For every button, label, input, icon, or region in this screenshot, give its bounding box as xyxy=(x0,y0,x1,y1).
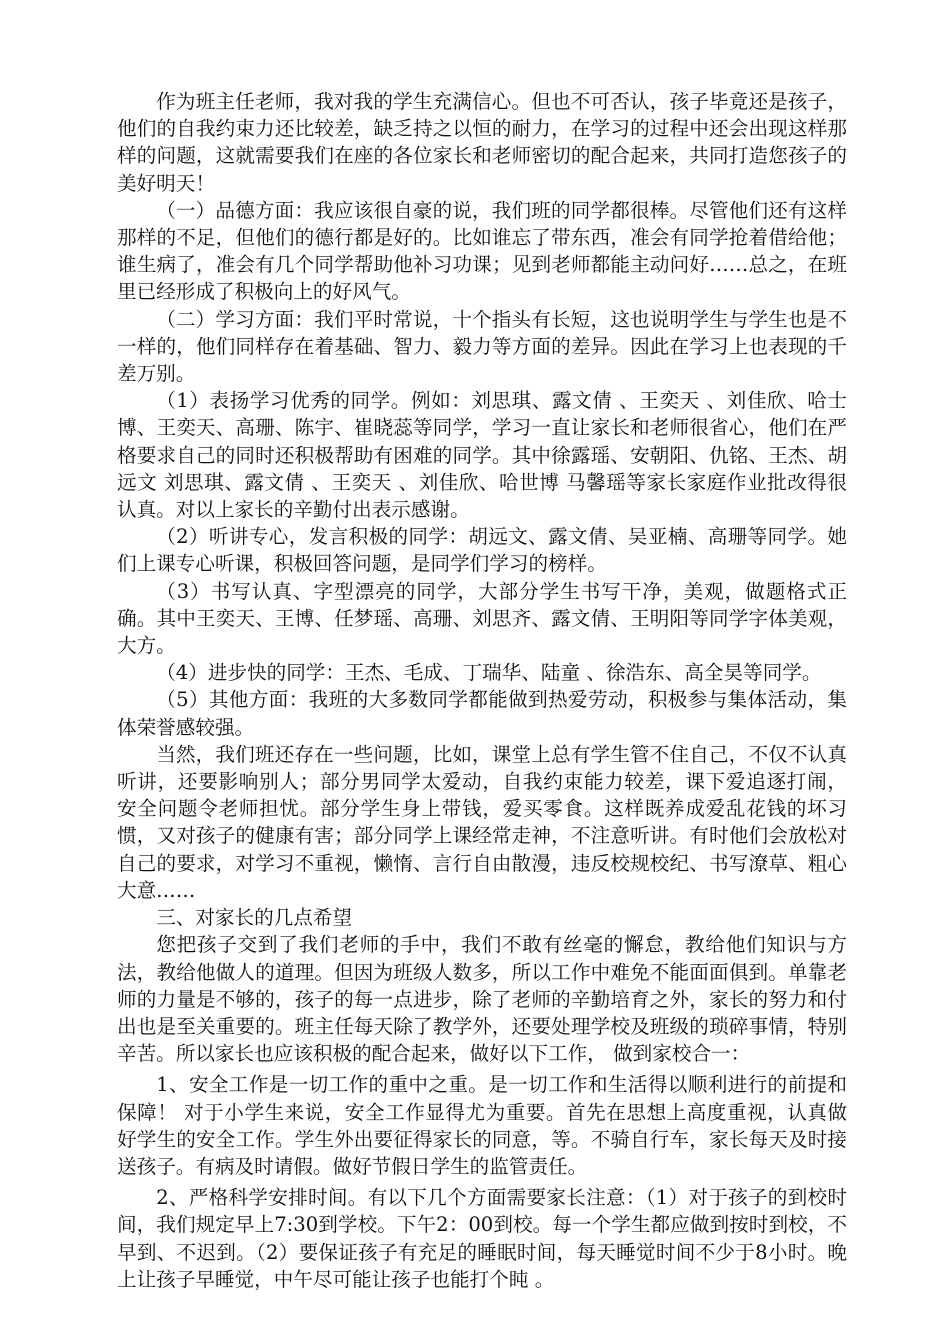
paragraph-schedule: 2、严格科学安排时间。有以下几个方面需要家长注意：（1）对于孩子的到校时间，我们规定早上7:30到学校。下午2：00到校。每一个学生都应做到按时到校，不早到、不迟到。（2）要保证孩子有充足的睡眠时间，每天睡觉时间不少于8小时。晚上让孩子早睡觉，中午尽可能让孩子也能打个盹 。 xyxy=(117,1186,847,1291)
paragraph-praise-excellent: （1）表扬学习优秀的同学。例如：刘思琪、露文倩 、王奕天 、刘佳欣、哈士博、王奕天、高珊、陈宇、崔晓蕊等同学，学习一直让家长和老师很省心，他们在严格要求自己的同时还积极帮助有困难的同学。其中徐露瑶、安朝阳、仇铭、王杰、胡远文 刘思琪、露文倩 、王奕天 、刘佳欣、哈世博 马馨瑶等家长家庭作业批改得很认真。对以上家长的辛勤付出表示感谢。 xyxy=(117,389,847,522)
paragraph-intro: 作为班主任老师，我对我的学生充满信心。但也不可否认，孩子毕竟还是孩子，他们的自我约束力还比较差，缺乏持之以恒的耐力，在学习的过程中还会出现这样那样的问题，这就需要我们在座的各位家长和老师密切的配合起来，共同打造您孩子的美好明天！ xyxy=(117,90,847,195)
paragraph-praise-handwriting: （3）书写认真、字型漂亮的同学，大部分学生书写干净，美观，做题格式正确。其中王奕天、王博、任梦瑶、高珊、刘思齐、露文倩、王明阳等同学字体美观，大方。 xyxy=(117,579,847,658)
paragraph-praise-other: （5）其他方面：我班的大多数同学都能做到热爱劳动，积极参与集体活动，集体荣誉感较强。 xyxy=(117,688,847,739)
paragraph-study: （二）学习方面：我们平时常说，十个指头有长短，这也说明学生与学生也是不一样的，他们同样存在着基础、智力、毅力等方面的差异。因此在学习上也表现的千差万别。 xyxy=(117,307,847,386)
document-page xyxy=(117,88,847,1293)
section-heading: 三、对家长的几点希望 xyxy=(156,906,353,930)
paragraph-moral: （一）品德方面：我应该很自豪的说，我们班的同学都很棒。尽管他们还有这样那样的不足，但他们的德行都是好的。比如谁忘了带东西，准会有同学抢着借给他；谁生病了，准会有几个同学帮助他补习功课；见到老师都能主动问好……总之，在班里已经形成了积极向上的好风气。 xyxy=(117,198,847,304)
paragraph-problems: 当然，我们班还存在一些问题，比如，课堂上总有学生管不住自己，不仅不认真听讲，还要影响别人；部分男同学太爱动，自我约束能力较差，课下爱追逐打闹， 安全问题令老师担忧。部分学生身上带钱，爱买零食。这样既养成爱乱花钱的坏习惯，又对孩子的健康有害；部分同学上课经常走神，不注意听讲。有时他们会放松对自己的要求，对学习不重视，懒惰、言行自由散漫，违反校规校纪、书写潦草、粗心大意…… xyxy=(117,742,847,902)
paragraph-safety: 1、安全工作是一切工作的重中之重。是一切工作和生活得以顺利进行的前提和保障！ 对于小学生来说，安全工作显得尤为重要。首先在思想上高度重视，认真做好学生的安全工作。学生外出要征得家长的同意，等。不骑自行车，家长每天及时接送孩子。有病及时请假。做好节假日学生的监管责任。 xyxy=(117,1073,847,1178)
paragraph-parents: 您把孩子交到了我们老师的手中，我们不敢有丝毫的懈怠，教给他们知识与方法，教给他做人的道理。但因为班级人数多，所以工作中难免不能面面俱到。单靠老师的力量是不够的，孩子的每一点进步，除了老师的辛勤培育之外，家长的努力和付出也是至关重要的。班主任每天除了教学外，还要处理学校及班级的琐碎事情，特别辛苦。所以家长也应该积极的配合起来，做好以下工作， 做到家校合一： xyxy=(117,933,847,1066)
paragraph-praise-progress: （4）进步快的同学：王杰、毛成、丁瑞华、陆童 、徐浩东、高全昊等同学。 xyxy=(156,661,822,685)
paragraph-praise-attentive: （2）听讲专心，发言积极的同学：胡远文、露文倩、吴亚楠、高珊等同学。她们上课专心听课，积极回答问题，是同学们学习的榜样。 xyxy=(117,525,847,576)
